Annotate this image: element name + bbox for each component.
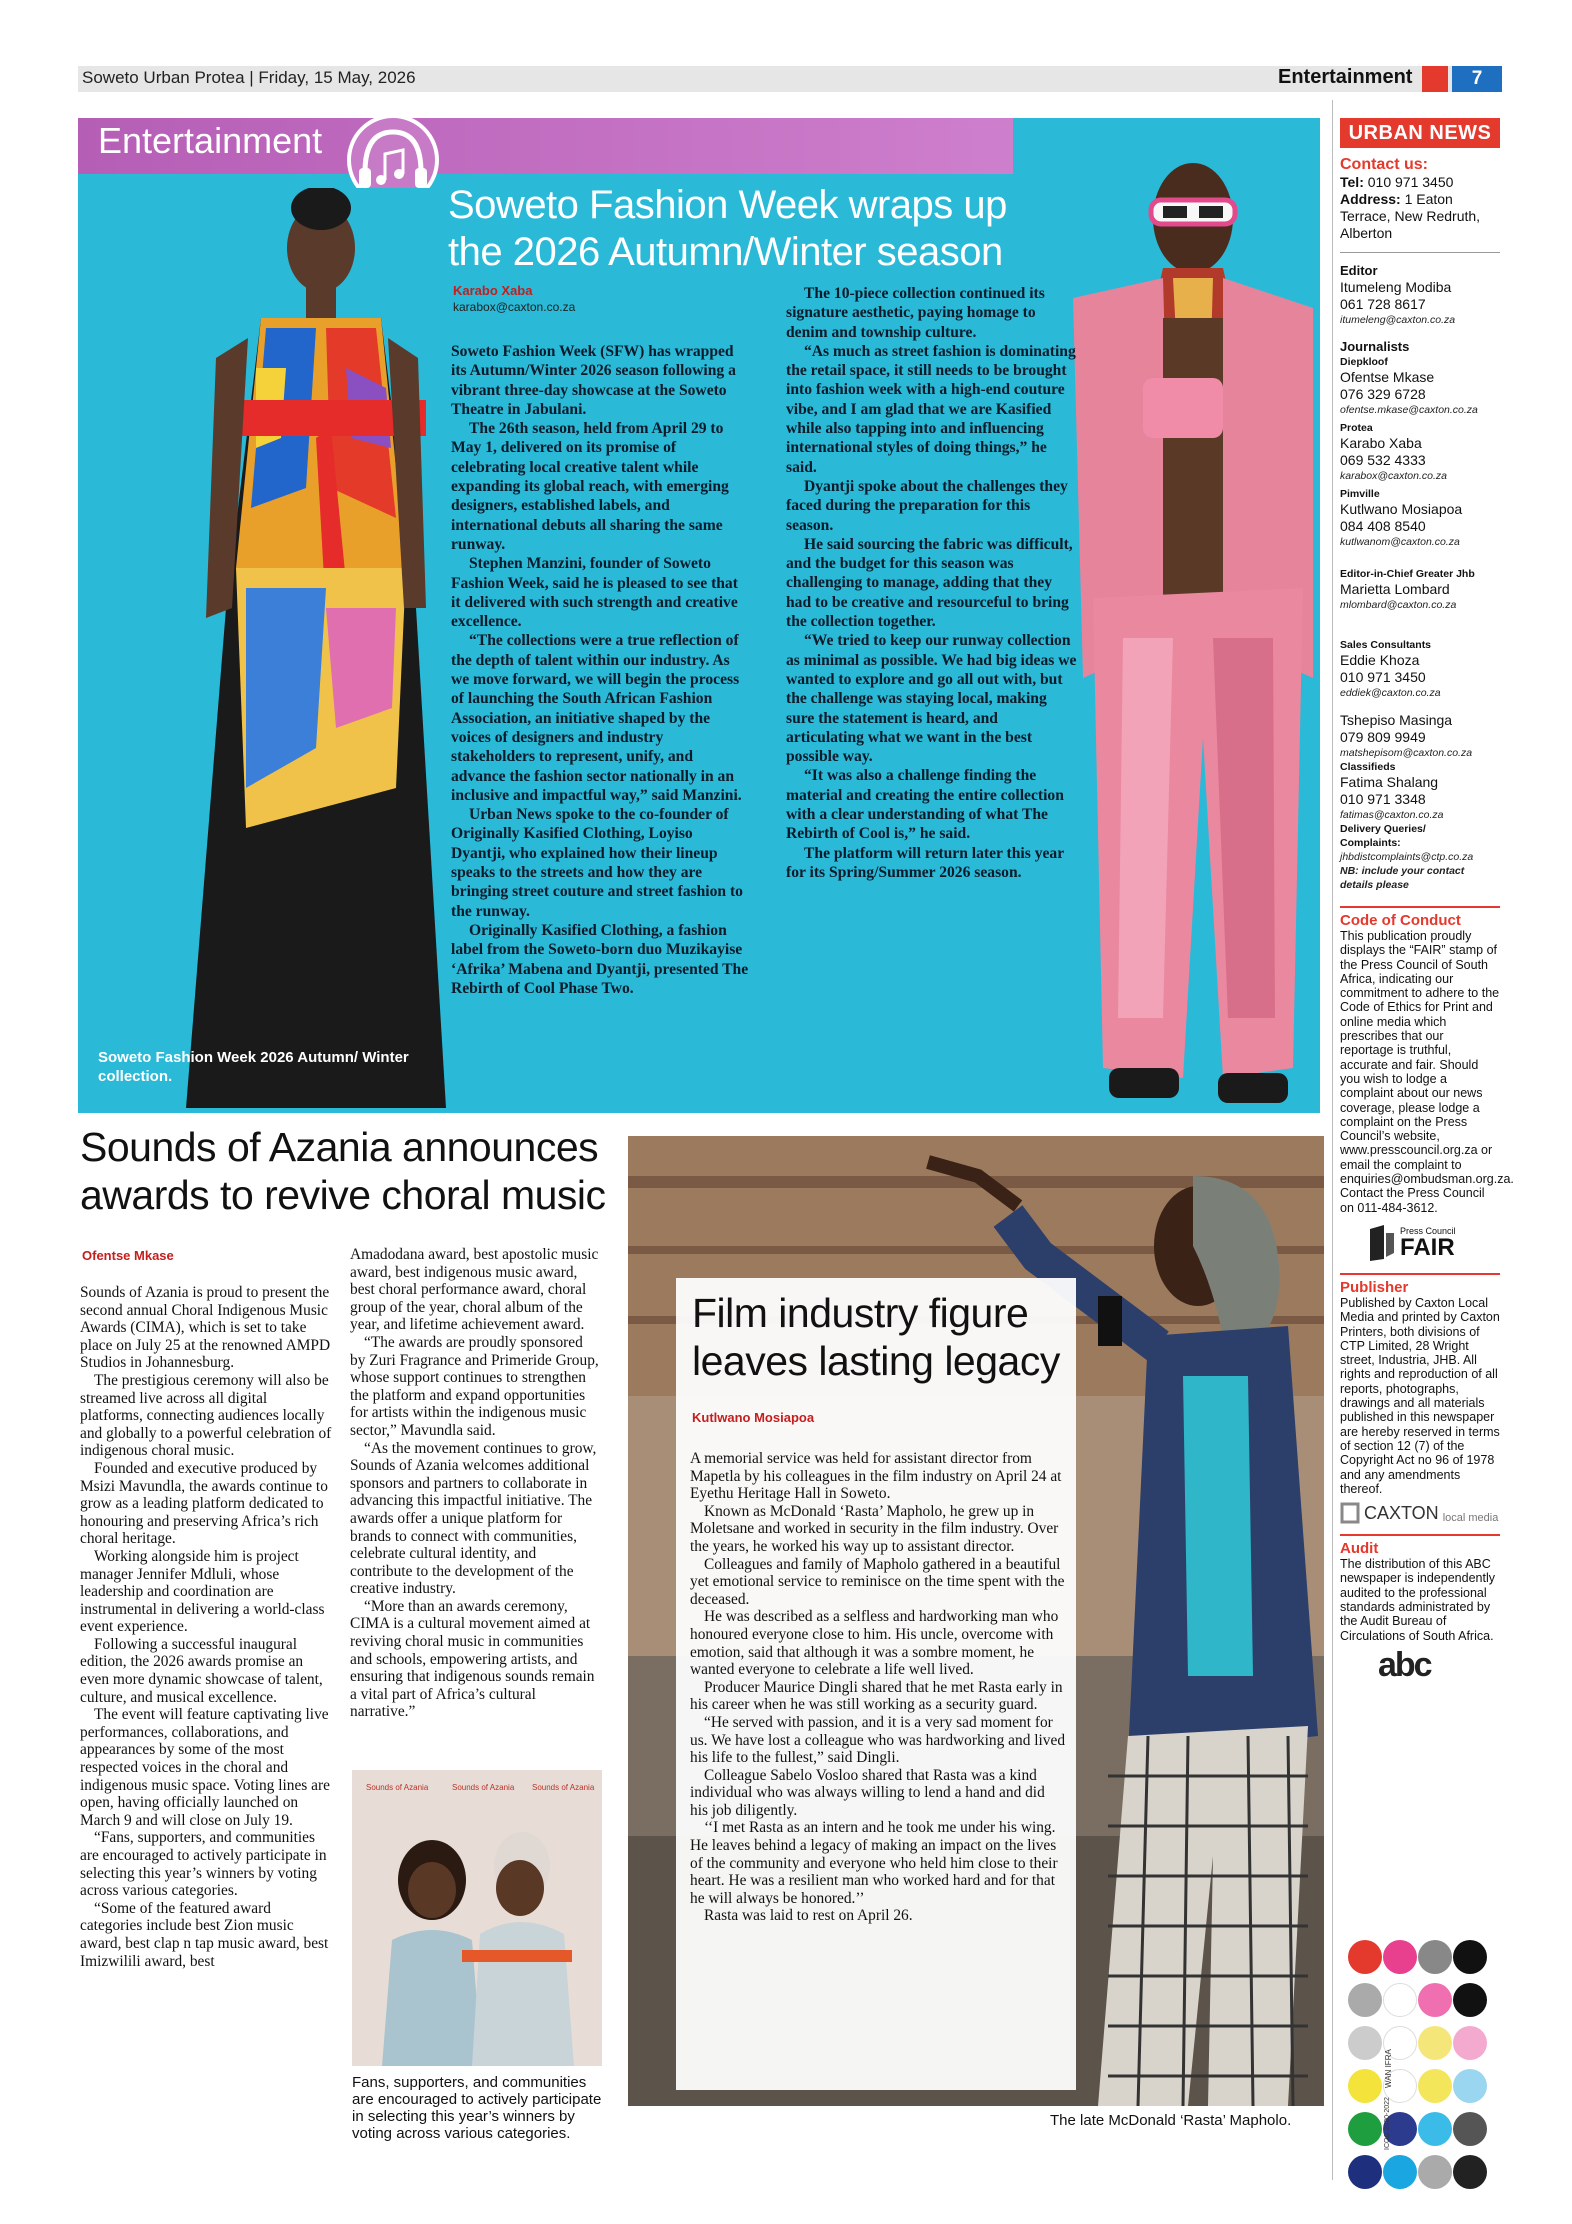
journalist-phone: 084 408 8540 xyxy=(1340,518,1426,534)
swatch xyxy=(1453,2026,1487,2060)
colour-calibration xyxy=(1348,1940,1498,2198)
page-number: 7 xyxy=(1452,66,1502,92)
audit-text: The distribution of this ABC newspaper is independently audited to the professional standards administrated by the Audit Bureau of Circulations of South Africa. xyxy=(1340,1557,1495,1643)
journalist-phone: 069 532 4333 xyxy=(1340,452,1426,468)
paragraph: He was described as a selfless and hardworking man who honoured everyone close to him. His uncle, overcome with emotion, said that although it was a sombre moment, he wanted everyone to celebrate a life well lived. xyxy=(690,1608,1059,1679)
fair-small: Press Council xyxy=(1400,1225,1456,1236)
paragraph: Known as McDonald ‘Rasta’ Mapholo, he grew up in Moletsane and worked in security in the film industry. Over the years, he worked his way up to assistant director. xyxy=(690,1502,1059,1555)
paragraph: Founded and executive produced by Msizi Mavundla, the awards continue to grow as a leading platform dedicated to honouring and preserving Africa’s rich choral heritage. xyxy=(80,1459,328,1548)
backdrop-logo-text: Sounds of Azania xyxy=(366,1783,429,1792)
paragraph: “He served with passion, and it is a very sad moment for us. We have lost a colleague who was hardworking and lived his life to the fullest,” said Dingli. xyxy=(690,1713,1066,1767)
complaints-heading: Complaints: xyxy=(1340,837,1401,849)
conduct-text: This publication proudly displays the “FAIR” stamp of the Press Council of South Africa, indicating our commitment to adhere to the Code of Ethics for Print and online media which prescribes that our reportage is truthful, accurate and fair. Should you wish to lodge a complaint about our news coverage, please lodge a complaint on the Press Council’s website, www.presscouncil.org.za or email the complaint to enquiries@ombudsman.org.za. Contact the Press Council on 011-484-3612. xyxy=(1340,929,1514,1215)
caxton-sub: local media xyxy=(1442,1512,1499,1525)
story2-photo xyxy=(352,1770,602,2066)
paragraph: “The collections were a true reflection of the depth of talent within our industry. As we move forward, we will begin the process of launching the South African Fashion Association, an initiative shaped by the voices of designers and industry stakeholders to represent, unify, and advance the fashion sector nationally in an inclusive and impactful way,” said Manzini. xyxy=(451,632,742,804)
story2-column-1 xyxy=(80,1284,332,1970)
swatch xyxy=(1348,1983,1382,2017)
swatch xyxy=(1418,2155,1452,2189)
award-photo-image xyxy=(352,1770,602,2066)
audit-heading: Audit xyxy=(1340,1540,1379,1558)
journalist-phone: 076 329 6728 xyxy=(1340,386,1426,402)
paragraph: Urban News spoke to the co-founder of Originally Kasified Clothing, Loyiso Dyantji, who explained how their lineup speaks to the streets and how they are bringing street couture and street fashion to the runway. xyxy=(451,806,743,920)
feature-column-2 xyxy=(786,284,1078,882)
sales-heading: Sales Consultants xyxy=(1340,639,1432,651)
paragraph: The prestigious ceremony will also be streamed live across all digital platforms, connecting audiences locally and globally to a powerful celebration of indigenous choral music. xyxy=(80,1371,332,1460)
paragraph: “It was also a challenge finding the material and creating the entire collection with a clear understanding of what The Rebirth of Cool is,” he said. xyxy=(786,767,1064,843)
sidebar-divider xyxy=(1332,100,1333,2180)
paragraph: “As the movement continues to grow, Sounds of Azania welcomes additional sponsors and partners to collaborate in advancing this impactful initiative. The awards offer a unique platform for brands to connect with communities, celebrate cultural identity, and contribute to the development of the creative industry. xyxy=(350,1439,597,1598)
fair-stamp-icon xyxy=(1366,1223,1396,1263)
paragraph: Working alongside him is project manager Jennifer Mdluli, whose leadership and coordination are instrumental in delivering a world-class event experience. xyxy=(80,1547,325,1636)
contact-heading: Contact us: xyxy=(1340,156,1428,173)
sales-name: Tshepiso Masinga xyxy=(1340,712,1453,728)
complaints-email[interactable]: jhbdistcomplaints@ctp.co.za xyxy=(1340,851,1474,863)
classifieds-phone: 010 971 3348 xyxy=(1340,791,1426,807)
eic-heading: Editor-in-Chief Greater Jhb xyxy=(1340,568,1475,580)
journalist-area: Pimville xyxy=(1340,488,1380,500)
issue-info: Soweto Urban Protea | Friday, 15 May, 2026 xyxy=(82,68,416,87)
paragraph: Following a successful inaugural edition, the 2026 awards promise an even more dynamic showcase of talent, culture, and musical excellence. xyxy=(80,1635,323,1706)
paragraph: Producer Maurice Dingli shared that he met Rasta early in his career when he was still working as a security guard. xyxy=(690,1678,1063,1714)
publisher-heading: Publisher xyxy=(1340,1278,1409,1296)
section-banner-label: Entertainment xyxy=(98,120,323,161)
story2-column-2 xyxy=(350,1246,602,1721)
paragraph: He said sourcing the fabric was difficult, and the budget for this season was challenging to manage, adding that they had to be creative and resourceful to bring the collection together. xyxy=(786,535,1073,631)
address-label: Address: xyxy=(1340,191,1401,207)
feature-headline: Soweto Fashion Week wraps up the 2026 Autumn/Winter season xyxy=(448,183,1007,275)
swatch xyxy=(1383,2155,1417,2189)
tel-value: 010 971 3450 xyxy=(1367,174,1454,190)
paragraph: Stephen Manzini, founder of Soweto Fashion Week, said he is pleased to see that it delivered with such strength and creative excellence. xyxy=(451,555,738,631)
nb-note: NB: include your contact details please xyxy=(1340,865,1465,891)
sales-email[interactable]: eddiek@caxton.co.za xyxy=(1340,687,1441,699)
paragraph: “We tried to keep our runway collection as minimal as possible. We had big ideas we wanted to explore and go all out with, but the challenge was staying local, making sure the statement is heard, and articulating what we want in the best possible way. xyxy=(786,632,1077,766)
paragraph: Rasta was laid to rest on April 26. xyxy=(704,1907,913,1925)
caxton-logo xyxy=(1340,1502,1500,1524)
journalist-name: Karabo Xaba xyxy=(1340,435,1422,451)
swatch xyxy=(1348,2112,1382,2146)
paragraph: A memorial service was held for assistant director from Mapetla by his colleagues in the film industry on April 24 at Eyethu Heritage Hall in Soweto. xyxy=(690,1450,1062,1503)
journalist-name: Ofentse Mkase xyxy=(1340,369,1435,385)
paragraph: Amadodana award, best apostolic music award, best indigenous music award, best choral performance award, choral group of the year, choral album of the year, and lifetime achievement award. xyxy=(350,1246,599,1334)
editor-email[interactable]: itumeleng@caxton.co.za xyxy=(1340,314,1456,326)
delivery-heading: Delivery Queries/ xyxy=(1340,823,1426,835)
fair-logo xyxy=(1366,1223,1500,1263)
sidebar xyxy=(1340,118,1514,1684)
sales-phone: 010 971 3450 xyxy=(1340,669,1426,685)
journalist-area: Diepkloof xyxy=(1340,356,1388,368)
feature-caption: Soweto Fashion Week 2026 Autumn/ Winter collection. xyxy=(98,1049,409,1085)
publisher-text: Published by Caxton Local Media and printed by Caxton Printers, both divisions of CTP Limited, 28 Wright street, Industria, JHB. All rights and reproduction of all reports, photographs, drawings and all materials published in this newspaper are hereby reserved in terms of section 12 (7) of the Copyright Act no 96 of 1978 and any amendments thereof. xyxy=(1340,1295,1500,1496)
swatch xyxy=(1453,2155,1487,2189)
classifieds-heading: Classifieds xyxy=(1340,761,1396,773)
fair-big: FAIR xyxy=(1400,1233,1455,1261)
editor-phone: 061 728 8617 xyxy=(1340,296,1426,312)
swatch xyxy=(1453,1940,1487,1974)
section-name: Entertainment xyxy=(1278,66,1413,88)
sales-phone: 079 809 9949 xyxy=(1340,729,1426,745)
story3-body xyxy=(690,1450,1066,1925)
caxton-text: CAXTON xyxy=(1364,1503,1439,1524)
swatch xyxy=(1453,2069,1487,2103)
caxton-mark-icon xyxy=(1340,1502,1360,1524)
backdrop-logo-text: Sounds of Azania xyxy=(532,1783,595,1792)
paragraph: Colleagues and family of Mapholo gathered in a beautiful yet emotional service to reminisce on the time spent with the deceased. xyxy=(690,1555,1065,1608)
journalist-name: Kutlwano Mosiapoa xyxy=(1340,501,1463,517)
address-value: 1 Eaton Terrace, New Redruth, Alberton xyxy=(1340,191,1481,241)
paragraph: ‘‘I met Rasta as an intern and he took me under his wing. He leaves behind a legacy of making an impact on the lives of the community and everyone who held him close to their heart. He was a resilient man who worked hard and for that he will always be honored.’’ xyxy=(690,1819,1058,1907)
sales-name: Eddie Khoza xyxy=(1340,652,1420,668)
conduct-heading: Code of Conduct xyxy=(1340,912,1461,929)
paragraph: Originally Kasified Clothing, a fashion label from the Soweto-born duo Muzikayise ‘Afrika’ Mabena and Dyantji, presented The Rebirth of Cool Phase Two. xyxy=(451,921,749,997)
model-left-photo xyxy=(156,188,471,1113)
journalist-email[interactable]: kutlwanom@caxton.co.za xyxy=(1340,536,1460,548)
swatch xyxy=(1418,1940,1452,1974)
abc-logo: abc xyxy=(1378,1645,1431,1684)
swatch xyxy=(1348,2069,1382,2103)
story2-byline: Ofentse Mkase xyxy=(82,1248,174,1263)
classifieds-email[interactable]: fatimas@caxton.co.za xyxy=(1340,809,1444,821)
paragraph: The platform will return later this year for its Spring/Summer 2026 season. xyxy=(786,844,1064,881)
divider xyxy=(1340,1273,1500,1275)
section-marker xyxy=(1422,66,1448,92)
sales-email[interactable]: matshepisom@caxton.co.za xyxy=(1340,747,1473,759)
feature-story xyxy=(78,118,1320,1113)
paragraph: Sounds of Azania is proud to present the second annual Choral Indigenous Music Awards (CIMA), which is set to take place on July 25 at the renowned AMPD Studios in Johannesburg. xyxy=(80,1284,331,1372)
story2-headline: Sounds of Azania announces awards to revive choral music xyxy=(80,1124,606,1218)
story3-headline: Film industry figure leaves lasting legacy xyxy=(692,1290,1060,1384)
swatch xyxy=(1453,1983,1487,2017)
paragraph: Soweto Fashion Week (SFW) has wrapped its Autumn/Winter 2026 season following a vibrant three-day showcase at the Soweto Theatre in Jabulani. xyxy=(451,343,736,418)
paragraph: The 26th season, held from April 29 to May 1, delivered on its promise of celebrating local creative talent while expanding its global reach, with emerging designers, established labels, and international debuts all sharing the same runway. xyxy=(451,420,729,553)
paragraph: The 10-piece collection continued its signature aesthetic, paying homage to denim and township culture. xyxy=(786,285,1045,341)
classifieds-name: Fatima Shalang xyxy=(1340,774,1439,790)
icoc-badge: ICOC 2020-2022 xyxy=(1384,2097,1391,2150)
journalist-area: Protea xyxy=(1340,422,1373,434)
eic-name: Marietta Lombard xyxy=(1340,581,1450,597)
editor-heading: Editor xyxy=(1340,263,1378,278)
tel-label: Tel: xyxy=(1340,174,1364,190)
journalist-email[interactable]: karabox@caxton.co.za xyxy=(1340,470,1447,482)
story2-caption: Fans, supporters, and communities are encouraged to actively participate in selecting this year’s winners by voting across various categories. xyxy=(352,2074,602,2142)
paragraph: “As much as street fashion is dominating the retail space, it still needs to be brought into fashion week with a high-end couture vibe, and I am glad that we are Kasified while also tapping into and influencing international styles of doing things,” he said. xyxy=(786,342,1076,476)
paragraph: “The awards are proudly sponsored by Zuri Fragrance and Primeride Group, whose support continues to strengthen the platform and expand opportunities for artists within the indigenous music sector,” Mavundla said. xyxy=(350,1333,599,1439)
swatch xyxy=(1348,2026,1382,2060)
backdrop-logo-text: Sounds of Azania xyxy=(452,1783,515,1792)
paragraph: “More than an awards ceremony, CIMA is a cultural movement aimed at reviving choral music in communities and schools, empowering artists, and ensuring that indigenous sounds remain a vital part of Africa’s cultural narrative.” xyxy=(350,1597,595,1721)
swatch xyxy=(1418,2069,1452,2103)
feature-email: karabox@caxton.co.za xyxy=(453,300,576,314)
swatch xyxy=(1453,2112,1487,2146)
paragraph: The event will feature captivating live performances, collaborations, and appearances by some of the most respected voices in the choral and indigenous music space. Voting lines are open, having officially launched on March 9 and will close on July 19. xyxy=(80,1706,330,1829)
swatch xyxy=(1348,1940,1382,1974)
paragraph: Dyantji spoke about the challenges they faced during the preparation for this season. xyxy=(786,477,1068,534)
journalists-heading: Journalists xyxy=(1340,339,1410,354)
paragraph: “Fans, supporters, and communities are encouraged to actively participate in selecting this year’s winners by voting across various categories. xyxy=(80,1829,327,1900)
swatch xyxy=(1418,1983,1452,2017)
swatch xyxy=(1418,2026,1452,2060)
masthead: URBAN NEWS xyxy=(1340,118,1500,148)
swatch xyxy=(1383,1983,1417,2017)
divider xyxy=(1340,1534,1500,1536)
story3-byline: Kutlwano Mosiapoa xyxy=(692,1410,815,1425)
swatch xyxy=(1383,1940,1417,1974)
swatch xyxy=(1348,2155,1382,2189)
editor-name: Itumeleng Modiba xyxy=(1340,279,1452,295)
story3-caption: The late McDonald ‘Rasta’ Mapholo. xyxy=(1050,2112,1292,2129)
feature-column-1 xyxy=(451,342,749,998)
feature-byline: Karabo Xaba xyxy=(453,283,533,298)
swatch xyxy=(1418,2112,1452,2146)
journalist-email[interactable]: ofentse.mkase@caxton.co.za xyxy=(1340,404,1478,416)
paragraph: “Some of the featured award categories include best Zion music award, best clap n tap music award, best Imizwilili award, best xyxy=(80,1899,329,1970)
divider xyxy=(1340,906,1500,908)
eic-email[interactable]: mlombard@caxton.co.za xyxy=(1340,599,1457,611)
paragraph: Colleague Sabelo Vosloo shared that Rasta was a kind individual who was always willing to lend a hand and did his job diligently. xyxy=(690,1766,1045,1819)
wan-ifra-badge: WAN IFRA xyxy=(1384,2049,1393,2088)
